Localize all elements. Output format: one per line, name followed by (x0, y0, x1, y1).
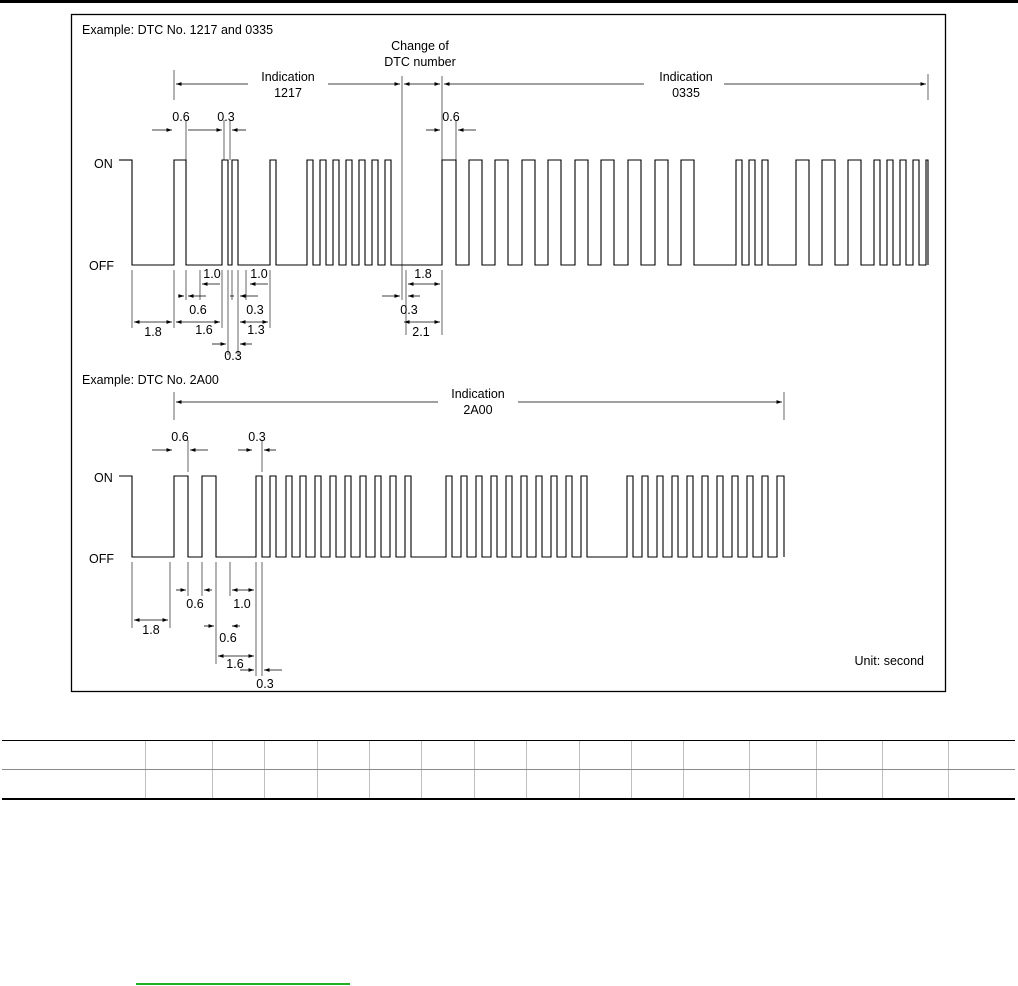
table-cell (370, 770, 422, 800)
table-cell (422, 770, 474, 800)
table-cell (527, 770, 579, 800)
table-cell (145, 741, 212, 770)
table-cell (750, 741, 816, 770)
table-cell (816, 741, 882, 770)
d2-waveform (119, 476, 784, 557)
table-cell (631, 741, 683, 770)
table-cell (684, 770, 750, 800)
change-label-line2: DTC number (384, 55, 456, 69)
table-cell (474, 741, 526, 770)
footer-link-underline[interactable] (136, 983, 350, 985)
table-cell (949, 770, 1015, 800)
table-cell (370, 741, 422, 770)
d1-on-label: ON (94, 157, 113, 171)
table-cell (750, 770, 816, 800)
d2-off-label: OFF (89, 552, 114, 566)
table-cell (631, 770, 683, 800)
d2-dim-1.6: 1.6 (226, 657, 244, 671)
d1-dim-1.6: 1.6 (195, 323, 213, 337)
table-cell (213, 770, 265, 800)
table-cell (816, 770, 882, 800)
table-cell (684, 741, 750, 770)
table-row (2, 741, 1015, 770)
table-cell (213, 741, 265, 770)
d2-dim-0.3-top: 0.3 (248, 430, 266, 444)
d2-dim-0.6-b: 0.6 (219, 631, 237, 645)
d1-dim-1.8: 1.8 (144, 325, 162, 339)
d2-dim-1.8: 1.8 (142, 623, 160, 637)
d2-dim-0.6-top: 0.6 (171, 430, 189, 444)
d1-dim-0.3-top: 0.3 (217, 110, 235, 124)
diagram2-title: Example: DTC No. 2A00 (82, 373, 219, 387)
d1-dim-0.6-top2: 0.6 (442, 110, 460, 124)
d2-dim-0.3: 0.3 (256, 677, 274, 691)
d1-dim-1.0-a: 1.0 (203, 267, 221, 281)
ind1217-label2: 1217 (274, 86, 302, 100)
d2-dim-1.0: 1.0 (233, 597, 251, 611)
ind1217-label1: Indication (261, 70, 315, 84)
d1-off-label: OFF (89, 259, 114, 273)
table-cell (579, 770, 631, 800)
ind0335-label2: 0335 (672, 86, 700, 100)
ind2a00-label1: Indication (451, 387, 505, 401)
diagram1-title: Example: DTC No. 1217 and 0335 (82, 23, 274, 37)
d1-dim-1.8-r: 1.8 (414, 267, 432, 281)
d2-dim-0.6-a: 0.6 (186, 597, 204, 611)
d1-dim-2.1: 2.1 (412, 325, 430, 339)
table-cell (265, 741, 317, 770)
d1-dim-0.3-c: 0.3 (224, 349, 242, 363)
table-cell (949, 741, 1015, 770)
diagram-frame (72, 15, 946, 692)
table-cell (2, 741, 145, 770)
d1-dim-0.3-b: 0.3 (246, 303, 264, 317)
change-label-line1: Change of (391, 39, 449, 53)
table-cell (317, 770, 369, 800)
unit-label: Unit: second (854, 654, 924, 668)
d1-dim-1.3: 1.3 (247, 323, 265, 337)
d1-waveform (119, 160, 928, 265)
table-cell (474, 770, 526, 800)
ind2a00-label2: 2A00 (463, 403, 493, 417)
table-cell (422, 741, 474, 770)
d1-dim-0.3-r: 0.3 (400, 303, 418, 317)
table-cell (579, 741, 631, 770)
table-cell (2, 770, 145, 800)
d2-on-label: ON (94, 471, 113, 485)
table-cell (265, 770, 317, 800)
d1-dim-0.6-top: 0.6 (172, 110, 190, 124)
table-cell (882, 741, 948, 770)
table-cell (145, 770, 212, 800)
table-cell (882, 770, 948, 800)
reference-table (2, 740, 1015, 800)
table-cell (317, 741, 369, 770)
table-row (2, 770, 1015, 800)
d1-dim-0.6-b: 0.6 (189, 303, 207, 317)
ind0335-label1: Indication (659, 70, 713, 84)
d1-dim-1.0-b: 1.0 (250, 267, 268, 281)
table-cell (527, 741, 579, 770)
